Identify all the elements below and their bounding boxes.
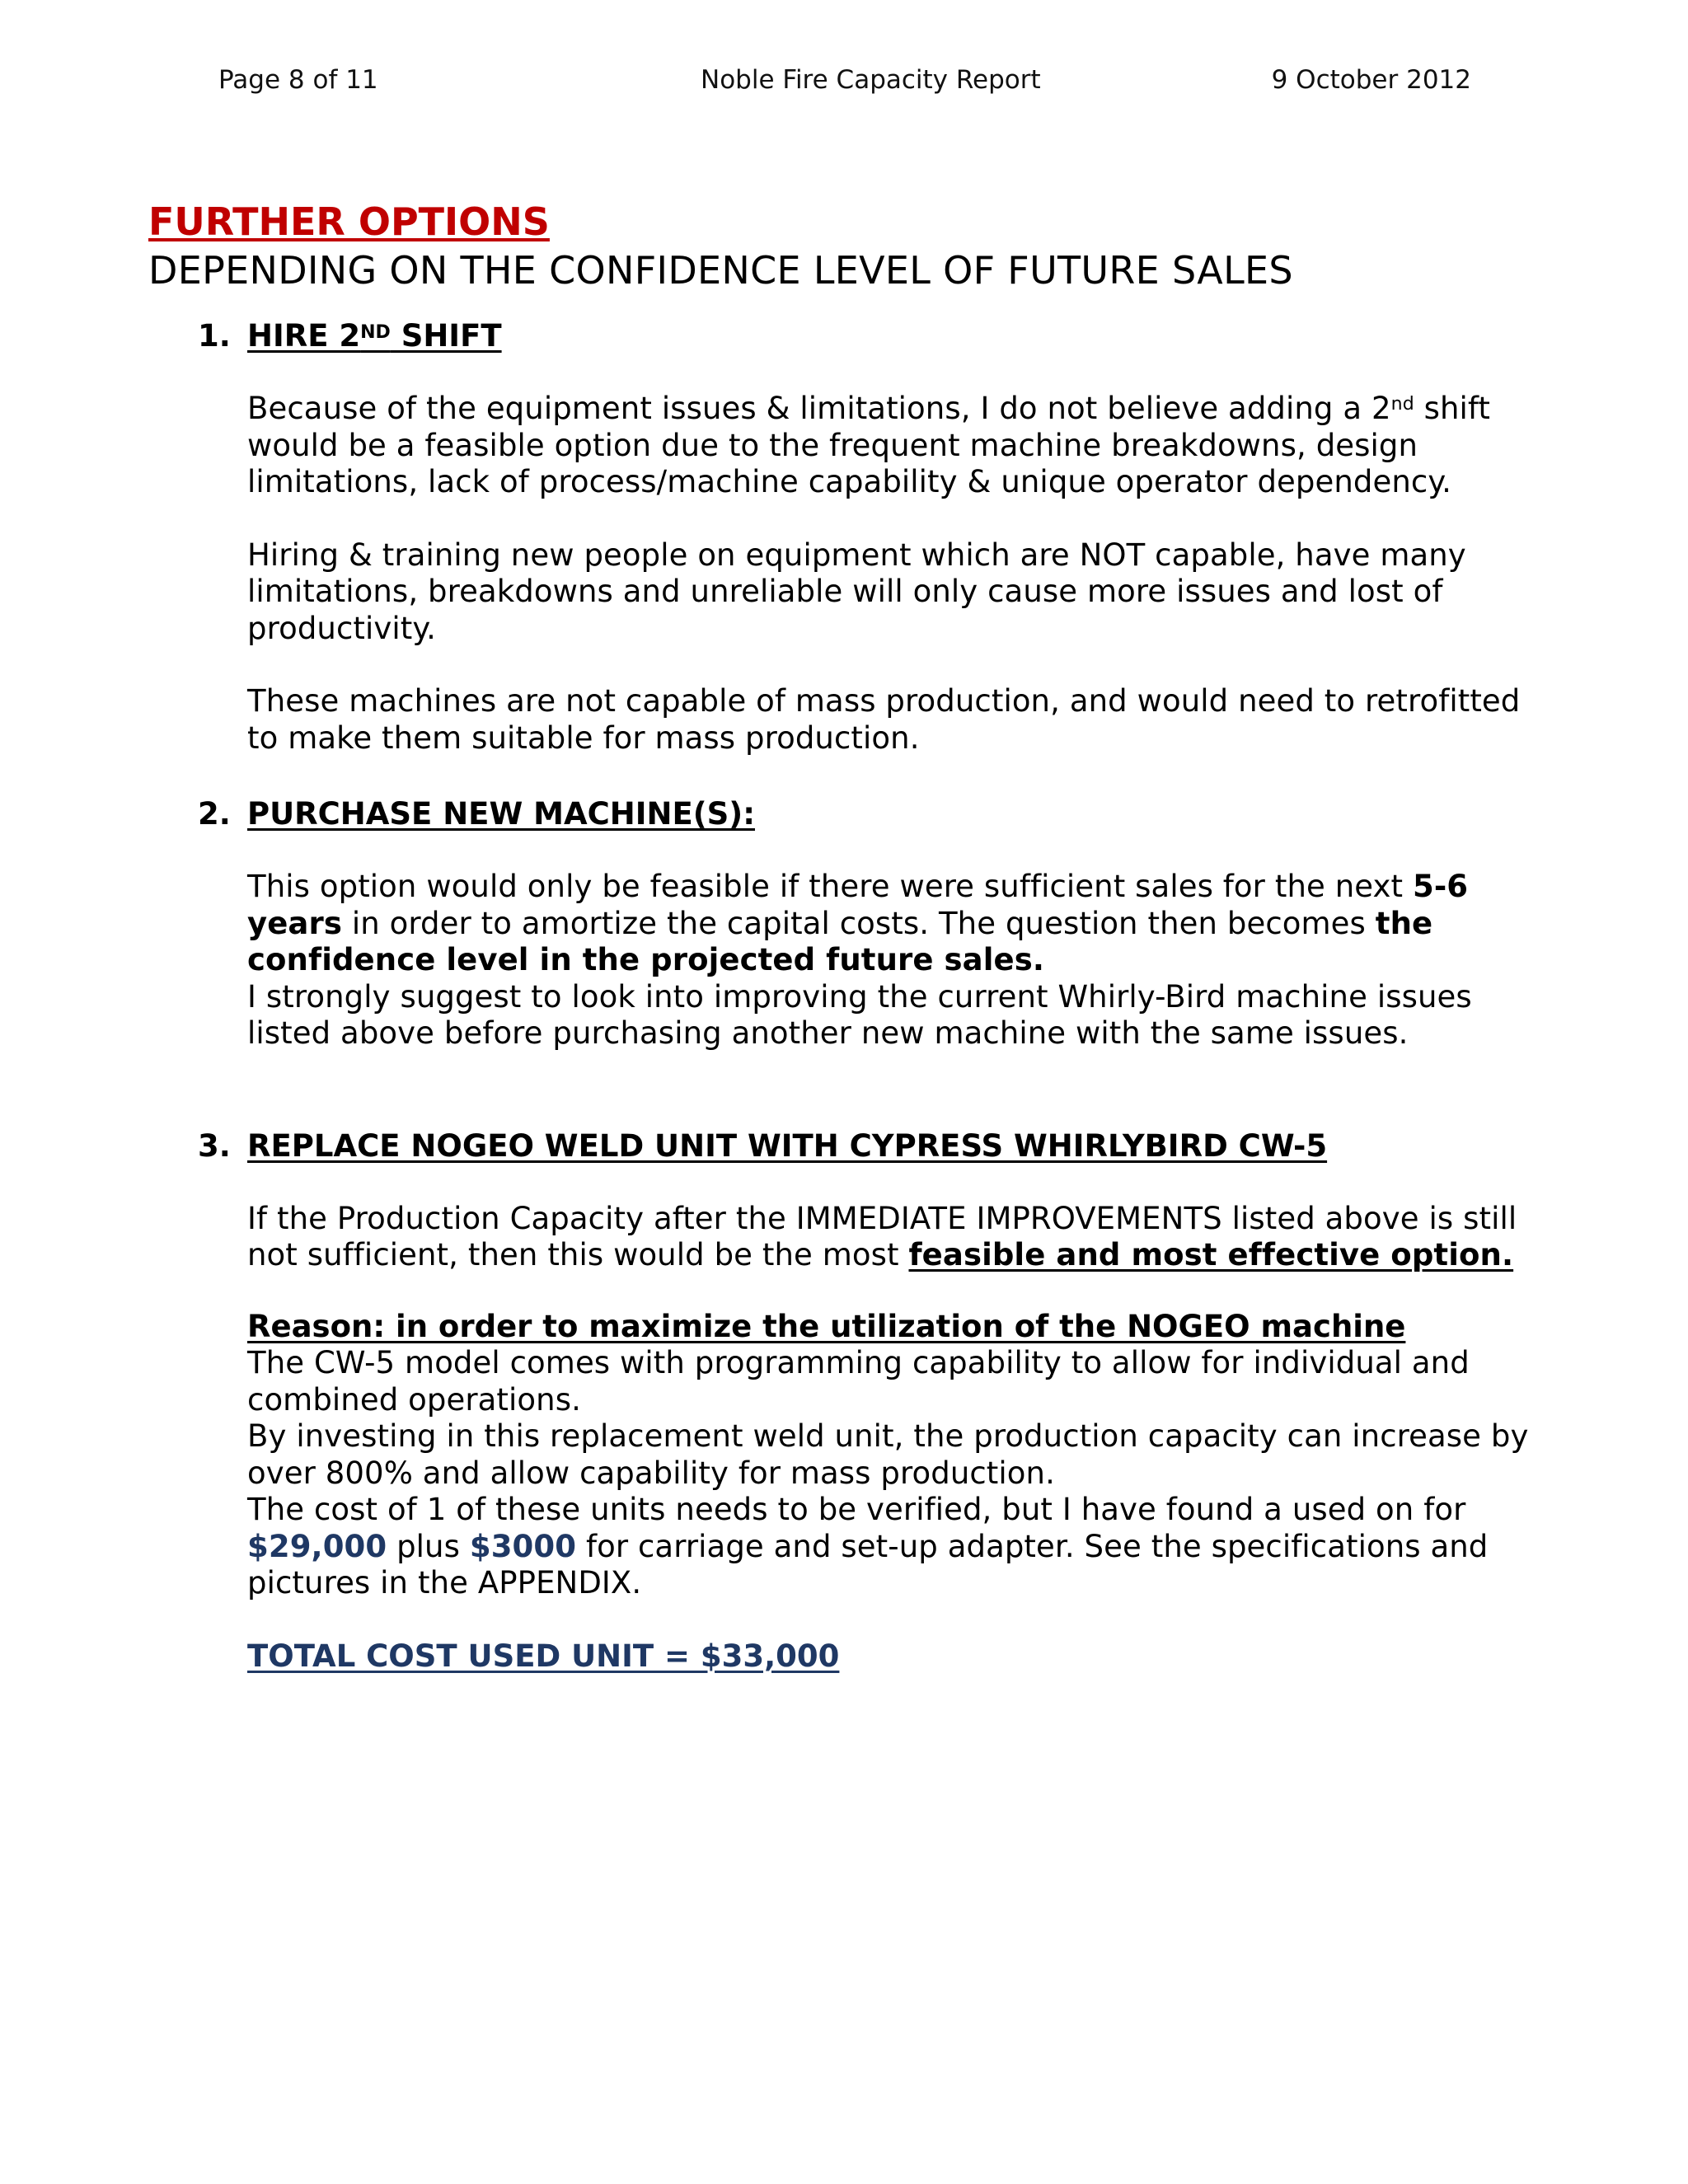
paragraph: [247, 1492, 1541, 1602]
text: plus: [387, 1528, 470, 1564]
option-heading: [247, 318, 1541, 354]
reason-heading: Reason: in order to maximize the utilization of the NOGEO machine: [247, 1308, 1406, 1344]
page-header: [218, 61, 1471, 99]
text: for carriage and set-up adapter. See the specifications and pictures in the APPENDIX.: [247, 1528, 1489, 1601]
text: shift would be a feasible option due to the frequent machine breakdowns, design limitations, lack of process/machine capability & unique operator dependency.: [247, 391, 1491, 499]
price-adapter: $3000: [469, 1528, 577, 1564]
paragraph: [247, 869, 1541, 979]
page-number: Page 8 of 11: [218, 65, 378, 95]
report-date: 9 October 2012: [1271, 65, 1471, 95]
option-number: 1.: [198, 318, 231, 354]
section-subtitle: DEPENDING ON THE CONFIDENCE LEVEL OF FUTURE SALES: [148, 248, 1293, 293]
text: in order to amortize the capital costs. The question then becomes: [341, 905, 1376, 941]
paragraph: I strongly suggest to look into improving the current Whirly-Bird machine issues listed above before purchasing another new machine with the same issues.: [247, 978, 1472, 1051]
heading-superscript: ND: [360, 322, 391, 343]
option-replace-weld-unit: [148, 1128, 1541, 1675]
heading-text: HIRE 2: [247, 318, 361, 354]
paragraph: Hiring & training new people on equipment which are NOT capable, have many limitations, breakdowns and unreliable will only cause more issues and lost of productivity.: [247, 537, 1466, 646]
document-body: [148, 198, 1541, 1675]
paragraph: The CW-5 model comes with programming capability to allow for individual and combined operations.: [247, 1345, 1470, 1418]
total-cost: TOTAL COST USED UNIT = $33,000: [247, 1638, 840, 1674]
text: Because of the equipment issues & limitations, I do not believe adding a 2: [247, 391, 1391, 426]
report-title: Noble Fire Capacity Report: [701, 65, 1041, 95]
emphasis: 5-6 years: [247, 869, 1469, 941]
option-hire-second-shift: [148, 318, 1541, 757]
text: This option would only be feasible if there were sufficient sales for the next: [247, 869, 1413, 904]
emphasis: the confidence level in the projected future sales.: [247, 905, 1433, 977]
heading-text: SHIFT: [390, 318, 502, 354]
options-list: [148, 318, 1541, 1675]
price-unit: $29,000: [247, 1528, 387, 1564]
option-number: 3.: [198, 1127, 231, 1164]
superscript: nd: [1390, 394, 1414, 415]
text: If the Production Capacity after the IMMEDIATE IMPROVEMENTS listed above is still not sufficient, then this would be the most: [247, 1200, 1517, 1272]
paragraph: These machines are not capable of mass production, and would need to retrofitted to make them suitable for mass production.: [247, 683, 1521, 756]
emphasis: feasible and most effective option.: [908, 1237, 1514, 1272]
option-heading: PURCHASE NEW MACHINE(S):: [247, 796, 755, 832]
text: The cost of 1 of these units needs to be verified, but I have found a used on for: [247, 1492, 1466, 1527]
option-purchase-new-machines: [148, 796, 1541, 1052]
paragraph: [247, 391, 1541, 501]
section-title: FURTHER OPTIONS: [148, 199, 550, 244]
paragraph: [247, 1201, 1541, 1274]
paragraph: By investing in this replacement weld unit, the production capacity can increase by over 800% and allow capability for mass production.: [247, 1418, 1529, 1491]
option-number: 2.: [198, 796, 231, 832]
option-heading: REPLACE NOGEO WELD UNIT WITH CYPRESS WHIRLYBIRD CW-5: [247, 1127, 1328, 1164]
